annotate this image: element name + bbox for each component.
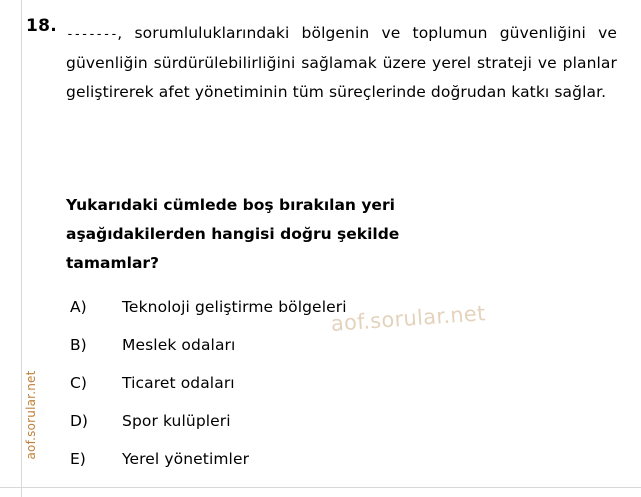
question-prompt-line-2: aşağıdakilerden hangisi doğru şekilde	[66, 225, 400, 243]
option-a-text: Teknoloji geliştirme bölgeleri	[122, 298, 347, 316]
question-stem-text: , sorumluluklarındaki bölgenin ve toplumun güvenliğini ve güvenliğin sürdürülebilirliğini sağlamak üzere yerel strateji ve planlar geliştirerek afet yönetiminin tüm süreçlerinde doğrudan katkı sağlar.	[66, 24, 617, 101]
option-b-letter: B)	[70, 336, 87, 354]
question-prompt-line-1: Yukarıdaki cümlede boş bırakılan yeri	[66, 196, 395, 214]
options-list	[70, 298, 610, 488]
question-prompt-line-3: tamamlar?	[66, 254, 160, 272]
question-number: 18.	[26, 16, 58, 36]
option-e-text: Yerel yönetimler	[122, 450, 250, 468]
option-c-text: Ticaret odaları	[122, 374, 235, 392]
question-blank: -------	[66, 27, 118, 42]
option-d-text: Spor kulüpleri	[122, 412, 231, 430]
option-b-text: Meslek odaları	[122, 336, 236, 354]
option-d[interactable]	[70, 412, 610, 450]
question-stem	[66, 19, 617, 107]
option-a-letter: A)	[70, 298, 87, 316]
option-b[interactable]	[70, 336, 610, 374]
side-watermark: aof.sorular.net	[24, 370, 38, 460]
option-a[interactable]	[70, 298, 610, 336]
option-c-letter: C)	[70, 374, 87, 392]
option-e[interactable]	[70, 450, 610, 488]
left-margin-rule	[21, 0, 22, 497]
question-prompt	[66, 191, 617, 278]
option-c[interactable]	[70, 374, 610, 412]
option-d-letter: D)	[70, 412, 88, 430]
center-watermark: aof.sorular.net	[330, 301, 487, 336]
option-e-letter: E)	[70, 450, 86, 468]
